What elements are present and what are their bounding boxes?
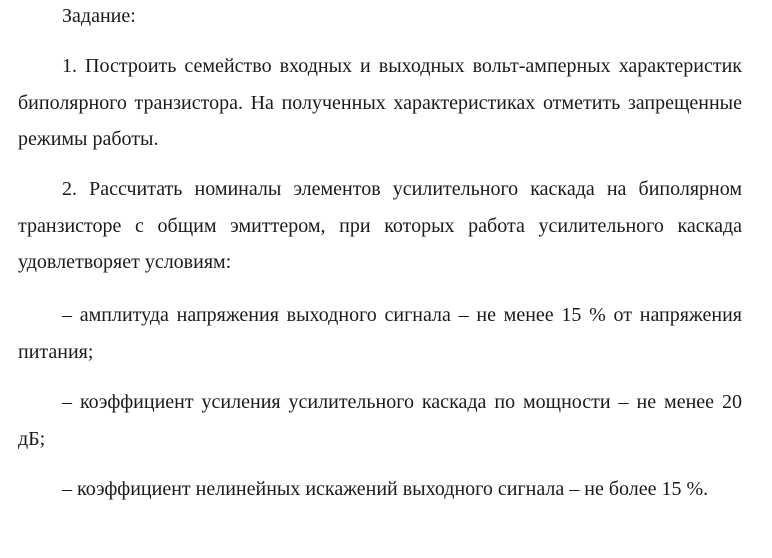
task-item-2: 2. Рассчитать номиналы элементов усилительного каскада на биполярном транзисторе с общим эмиттером, при которых работа усилительного каскада удовлетворяет условиям: (18, 178, 742, 273)
task-item-1: 1. Построить семейство входных и выходных вольт-амперных характеристик биполярного транзистора. На полученных характеристиках отметить запрещенные режимы работы. (18, 55, 742, 150)
task-heading: Задание: (62, 5, 136, 27)
condition-distortion: – коэффициент нелинейных искажений выходного сигнала – не более 15 %. (62, 478, 709, 500)
condition-amplitude: – амплитуда напряжения выходного сигнала – не менее 15 % от напряжения питания; (18, 304, 742, 363)
condition-power-gain: – коэффициент усиления усилительного каскада по мощности – не менее 20 дБ; (18, 391, 742, 450)
